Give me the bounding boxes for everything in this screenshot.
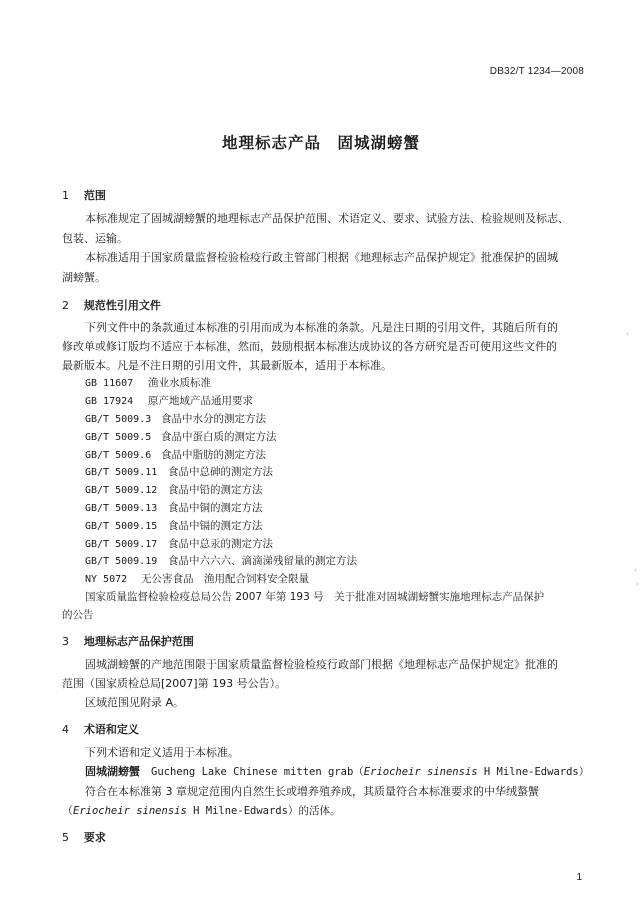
- section-title: 地理标志产品保护范围: [83, 635, 194, 648]
- reference-title: 原产地域产品通用要求: [148, 395, 253, 407]
- reference-title: 食品中总汞的测定方法: [168, 538, 273, 550]
- paragraph-line: 下列文件中的条款通过本标准的引用而成为本标准的条款。凡是注日期的引用文件，其随后所有的: [85, 321, 558, 334]
- scan-mark: ·: [626, 330, 629, 339]
- definition-line: 符合在本标准第 3 章规定范围内自然生长或增养殖养成，其质量符合本标准要求的中华绒螯蟹: [85, 785, 539, 798]
- standard-number: DB32/T 1234—2008: [489, 66, 584, 77]
- paragraph-line: 区域范围见附录 A。: [85, 696, 185, 709]
- reference-code: GB/T 5009.15: [85, 521, 158, 532]
- paragraph-line: 本标准适用于国家质量监督检验检疫行政主管部门根据《地理标志产品保护规定》批准保护的固城: [85, 251, 558, 264]
- reference-code: GB 11607: [85, 378, 134, 389]
- reference-item: [85, 521, 263, 532]
- reference-code: GB/T 5009.5: [85, 432, 152, 443]
- reference-title: 食品中脂肪的测定方法: [161, 449, 266, 461]
- reference-item: [85, 414, 266, 425]
- paragraph-line: 固城湖螃蟹的产地范围限于国家质量监督检验检疫行政部门根据《地理标志产品保护规定》批准的: [85, 658, 558, 671]
- section-title: 术语和定义: [83, 723, 139, 736]
- scan-mark: ·: [636, 580, 639, 589]
- section-title: 要求: [83, 831, 106, 844]
- section-5-heading: [62, 829, 106, 845]
- paragraph-line: 范围（国家质检总局[2007]第 193 号公告）。: [62, 677, 287, 690]
- reference-title: 食品中总砷的测定方法: [168, 466, 273, 478]
- section-number: 3: [62, 635, 69, 648]
- reference-title: 食品中镉的测定方法: [168, 520, 263, 532]
- term-chinese: 固城湖螃蟹: [85, 765, 140, 778]
- section-title: 规范性引用文件: [83, 299, 161, 312]
- term-latin-name: Eriocheir sinensis: [363, 766, 478, 778]
- paragraph-line: 湖螃蟹。: [62, 271, 106, 284]
- reference-code: GB/T 5009.13: [85, 503, 158, 514]
- reference-item: [85, 539, 273, 550]
- section-title: 范围: [83, 189, 106, 202]
- paragraph-line: 本标准规定了固城湖螃蟹的地理标志产品保护范围、术语定义、要求、试验方法、检验规则及标志、: [85, 212, 569, 225]
- section-number: 1: [62, 189, 69, 202]
- reference-title: 食品中蛋白质的测定方法: [161, 431, 277, 443]
- reference-code: GB/T 5009.17: [85, 539, 158, 550]
- term-entry: [85, 766, 589, 778]
- section-number: 2: [62, 299, 69, 312]
- section-2-heading: [62, 297, 161, 313]
- reference-item: [85, 450, 266, 461]
- reference-title: 食品中水分的测定方法: [161, 413, 266, 425]
- scan-mark: ·: [634, 566, 637, 575]
- paragraph-line: 下列术语和定义适用于本标准。: [85, 746, 239, 759]
- reference-code: GB/T 5009.12: [85, 485, 158, 496]
- reference-item: [85, 432, 277, 443]
- document-title: 地理标志产品 固城湖螃蟹: [221, 134, 420, 152]
- page-number: 1: [576, 872, 582, 883]
- paragraph-line: 的公告: [62, 609, 94, 621]
- section-number: 5: [62, 831, 69, 844]
- section-3-heading: [62, 633, 194, 649]
- reference-code: GB/T 5009.19: [85, 556, 158, 567]
- reference-code: GB/T 5009.6: [85, 450, 152, 461]
- reference-title: 食品中铅的测定方法: [168, 484, 263, 496]
- definition-line: [62, 805, 340, 817]
- reference-code: GB/T 5009.11: [85, 467, 158, 478]
- paragraph-line: 国家质量监督检验检疫总局公告 2007 年第 193 号 关于批准对固城湖螃蟹实施地理标志产品保护: [85, 591, 545, 603]
- paragraph-line: 包装、运输。: [62, 232, 128, 245]
- reference-title: 渔业水质标准: [148, 377, 211, 389]
- reference-item: [85, 467, 273, 478]
- section-4-heading: [62, 721, 139, 737]
- reference-code: NY 5072: [85, 574, 128, 585]
- reference-item: [85, 378, 211, 389]
- definition-latin-name: Eriocheir sinensis: [73, 805, 187, 817]
- reference-title: 无公害食品 渔用配合饲料安全限量: [141, 573, 309, 585]
- term-english: Gucheng Lake Chinese mitten grab（: [151, 766, 364, 778]
- reference-item: [85, 485, 263, 496]
- section-number: 4: [62, 723, 69, 736]
- reference-item: [85, 574, 309, 585]
- reference-item: [85, 503, 263, 514]
- paragraph-line: 最新版本。凡是不注日期的引用文件，其最新版本，适用于本标准。: [62, 359, 392, 372]
- definition-paren: （: [62, 804, 73, 817]
- paragraph-line: 修改单或修订版均不适应于本标准，然而，鼓励根据本标准达成协议的各方研究是否可使用这些文件的: [62, 340, 557, 353]
- definition-rest: H Milne-Edwards）的活体。: [186, 805, 341, 817]
- section-1-heading: [62, 187, 106, 203]
- term-author: H Milne-Edwards）: [477, 766, 590, 778]
- reference-item: [85, 556, 357, 567]
- reference-code: GB/T 5009.3: [85, 414, 152, 425]
- reference-code: GB 17924: [85, 396, 134, 407]
- reference-title: 食品中铜的测定方法: [168, 502, 263, 514]
- reference-title: 食品中六六六、滴滴涕残留量的测定方法: [168, 555, 357, 567]
- reference-item: [85, 396, 253, 407]
